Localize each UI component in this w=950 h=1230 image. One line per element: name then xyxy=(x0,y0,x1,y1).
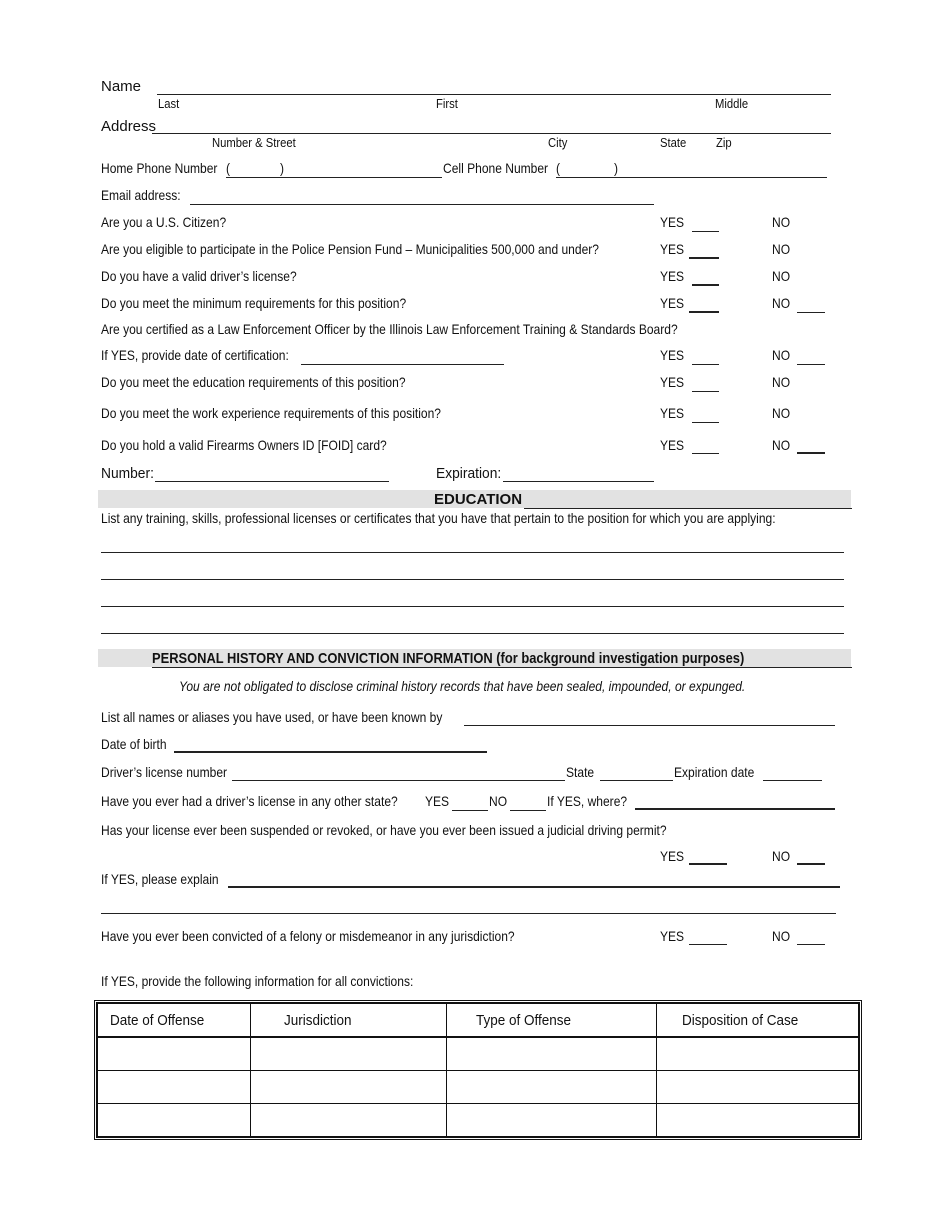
yes-blank[interactable] xyxy=(452,810,488,811)
no-label: NO xyxy=(772,268,791,284)
explain-field-2[interactable] xyxy=(101,913,836,914)
yes-label: YES xyxy=(660,295,685,311)
foid-number-field[interactable] xyxy=(155,481,389,482)
cell-phone-label: Cell Phone Number xyxy=(443,160,549,176)
aliases-label: List all names or aliases you have used, or have been known by xyxy=(101,709,443,725)
yes-label: YES xyxy=(660,268,685,284)
yes-blank[interactable] xyxy=(692,391,719,392)
no-blank[interactable] xyxy=(510,810,546,811)
education-band-rule xyxy=(524,508,852,509)
table-cell[interactable] xyxy=(250,1037,446,1071)
education-line-3[interactable] xyxy=(101,606,844,607)
certification-date-field[interactable] xyxy=(301,364,504,365)
yes-label: YES xyxy=(660,437,685,453)
education-line-1[interactable] xyxy=(101,552,844,553)
table-cell[interactable] xyxy=(656,1071,859,1104)
address-field[interactable] xyxy=(152,133,831,134)
education-line-2[interactable] xyxy=(101,579,844,580)
middle-name-caption: Middle xyxy=(715,97,749,111)
address-label: Address xyxy=(101,118,157,135)
cell-area-open: ( xyxy=(556,160,561,176)
home-area-close: ) xyxy=(280,160,285,176)
no-blank[interactable] xyxy=(797,863,825,865)
no-label: NO xyxy=(772,374,791,390)
yes-label: YES xyxy=(660,405,685,421)
state-caption: State xyxy=(660,136,687,150)
yes-label: YES xyxy=(425,793,450,809)
column-header-type: Type of Offense xyxy=(446,1003,656,1037)
yes-blank[interactable] xyxy=(689,311,719,313)
no-label: NO xyxy=(772,405,791,421)
question-work-experience: Do you meet the work experience requirements of this position? xyxy=(101,405,441,421)
table-row xyxy=(97,1104,859,1138)
foid-expiration-field[interactable] xyxy=(503,481,654,482)
no-label: NO xyxy=(772,928,791,944)
zip-caption: Zip xyxy=(716,136,732,150)
yes-blank[interactable] xyxy=(692,284,719,286)
license-number-field[interactable] xyxy=(232,780,565,781)
table-cell[interactable] xyxy=(250,1104,446,1138)
yes-label: YES xyxy=(660,848,685,864)
question-education: Do you meet the education requirements of this position? xyxy=(101,374,406,390)
table-cell[interactable] xyxy=(97,1071,250,1104)
license-expiration-field[interactable] xyxy=(763,780,822,781)
yes-blank[interactable] xyxy=(689,257,719,259)
table-cell[interactable] xyxy=(97,1037,250,1071)
home-phone-label: Home Phone Number xyxy=(101,160,218,176)
license-state-label: State xyxy=(566,764,595,780)
yes-label: YES xyxy=(660,347,685,363)
history-notice: You are not obligated to disclose criminal history records that have been sealed, impounded, or expunged. xyxy=(179,678,746,694)
last-name-caption: Last xyxy=(158,97,180,111)
table-cell[interactable] xyxy=(97,1104,250,1138)
explain-label: If YES, please explain xyxy=(101,871,219,887)
column-header-jurisdiction: Jurisdiction xyxy=(250,1003,446,1037)
no-blank[interactable] xyxy=(797,312,825,313)
dob-field[interactable] xyxy=(174,751,487,753)
table-row xyxy=(97,1037,859,1071)
name-field[interactable] xyxy=(157,94,831,95)
table-cell[interactable] xyxy=(250,1071,446,1104)
foid-expiration-label: Expiration: xyxy=(436,465,502,482)
table-cell[interactable] xyxy=(446,1104,656,1138)
education-prompt: List any training, skills, professional licenses or certificates that you have that pertain to the position for which you are applying: xyxy=(101,510,776,526)
no-blank[interactable] xyxy=(797,452,825,454)
email-field[interactable] xyxy=(190,204,654,205)
yes-blank[interactable] xyxy=(689,863,727,865)
education-line-4[interactable] xyxy=(101,633,844,634)
table-cell[interactable] xyxy=(656,1104,859,1138)
question-min-requirements: Do you meet the minimum requirements for this position? xyxy=(101,295,407,311)
yes-blank[interactable] xyxy=(692,453,719,454)
explain-field[interactable] xyxy=(228,886,840,888)
no-label: NO xyxy=(772,848,791,864)
first-name-caption: First xyxy=(436,97,458,111)
home-area-open: ( xyxy=(226,160,231,176)
license-expiration-label: Expiration date xyxy=(674,764,755,780)
cell-area-close: ) xyxy=(614,160,619,176)
question-citizen: Are you a U.S. Citizen? xyxy=(101,214,227,230)
other-state-question: Have you ever had a driver’s license in any other state? xyxy=(101,793,398,809)
table-cell[interactable] xyxy=(446,1037,656,1071)
yes-label: YES xyxy=(660,241,685,257)
yes-label: YES xyxy=(660,928,685,944)
aliases-field[interactable] xyxy=(464,725,835,726)
no-label: NO xyxy=(489,793,508,809)
no-label: NO xyxy=(772,347,791,363)
table-cell[interactable] xyxy=(656,1037,859,1071)
license-number-label: Driver’s license number xyxy=(101,764,228,780)
table-row xyxy=(97,1071,859,1104)
city-caption: City xyxy=(548,136,568,150)
cell-phone-field[interactable] xyxy=(556,177,827,178)
other-state-where-field[interactable] xyxy=(635,808,835,810)
license-state-field[interactable] xyxy=(600,780,673,781)
question-certified: Are you certified as a Law Enforcement Officer by the Illinois Law Enforcement Training & Standards Board? xyxy=(101,321,678,337)
foid-number-label: Number: xyxy=(101,465,154,482)
no-label: NO xyxy=(772,437,791,453)
no-label: NO xyxy=(772,295,791,311)
convictions-intro: If YES, provide the following information for all convictions: xyxy=(101,973,414,989)
question-pension: Are you eligible to participate in the Police Pension Fund – Municipalities 500,000 and under? xyxy=(101,241,599,257)
suspended-question: Has your license ever been suspended or revoked, or have you ever been issued a judicial driving permit? xyxy=(101,822,667,838)
felony-question: Have you ever been convicted of a felony or misdemeanor in any jurisdiction? xyxy=(101,928,515,944)
yes-blank[interactable] xyxy=(692,364,719,365)
table-header-row xyxy=(97,1003,859,1037)
convictions-table xyxy=(96,1002,860,1138)
history-title: PERSONAL HISTORY AND CONVICTION INFORMATION (for background investigation purposes) xyxy=(152,650,745,667)
yes-blank[interactable] xyxy=(692,231,719,232)
no-label: NO xyxy=(772,214,791,230)
question-foid: Do you hold a valid Firearms Owners ID [FOID] card? xyxy=(101,437,387,453)
table-cell[interactable] xyxy=(446,1071,656,1104)
dob-label: Date of birth xyxy=(101,736,167,752)
column-header-date: Date of Offense xyxy=(97,1003,250,1037)
name-label: Name xyxy=(101,78,142,95)
column-header-disposition: Disposition of Case xyxy=(656,1003,859,1037)
other-state-where-label: If YES, where? xyxy=(547,793,628,809)
no-blank[interactable] xyxy=(797,364,825,365)
yes-label: YES xyxy=(660,374,685,390)
home-phone-field[interactable] xyxy=(226,177,442,178)
yes-blank[interactable] xyxy=(692,422,719,423)
history-band-rule xyxy=(152,667,852,668)
yes-label: YES xyxy=(660,214,685,230)
email-label: Email address: xyxy=(101,187,181,203)
no-blank[interactable] xyxy=(797,944,825,945)
question-certification-date: If YES, provide date of certification: xyxy=(101,347,289,363)
yes-blank[interactable] xyxy=(689,944,727,945)
education-title: EDUCATION xyxy=(434,491,523,508)
no-label: NO xyxy=(772,241,791,257)
question-drivers-license: Do you have a valid driver’s license? xyxy=(101,268,297,284)
street-caption: Number & Street xyxy=(212,136,296,150)
